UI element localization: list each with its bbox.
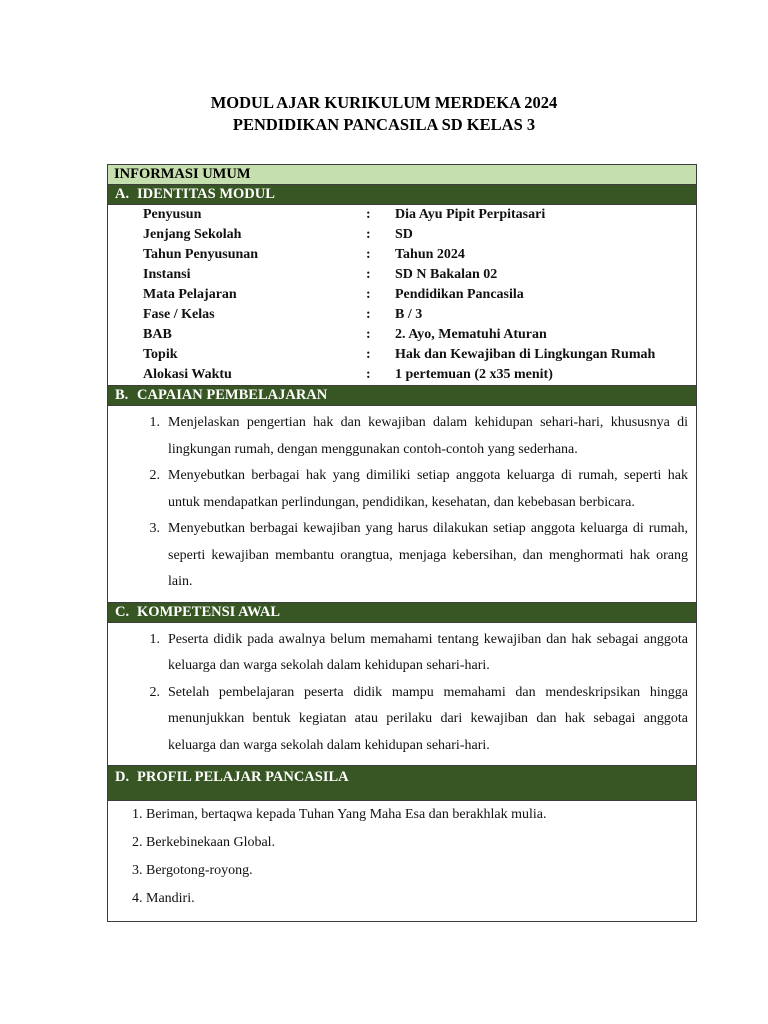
list-item: 4. Mandiri. [132, 891, 195, 906]
identitas-key: Instansi [143, 267, 191, 282]
identitas-key: Jenjang Sekolah [143, 227, 242, 242]
section-a-label: IDENTITAS MODUL [137, 186, 275, 202]
list-number: 1. [149, 631, 160, 647]
section-d-label: PROFIL PELAJAR PANCASILA [137, 769, 349, 785]
list-number: 2. [149, 468, 160, 483]
profil-list [108, 801, 696, 921]
section-c-header [108, 602, 696, 623]
list-item [108, 680, 688, 760]
identitas-value: 2. Ayo, Mematuhi Aturan [395, 327, 547, 342]
identitas-row [108, 225, 696, 245]
identitas-sep: : [366, 227, 371, 242]
list-item: 2. Berkebinekaan Global. [132, 835, 276, 850]
section-a-letter: A. [115, 186, 130, 202]
list-item [108, 627, 688, 680]
identitas-row [108, 325, 696, 345]
identitas-sep: : [366, 247, 371, 262]
list-number: 3. [149, 521, 160, 536]
list-text: Menjelaskan pengertian hak dan kewajiban dalam kehidupan sehari-hari, khususnya di lingkungan rumah, dengan menggunakan contoh-contoh yang sederhana. [168, 415, 688, 457]
identitas-sep: : [366, 207, 371, 222]
identitas-value: 1 pertemuan (2 x35 menit) [395, 367, 553, 382]
identitas-sep: : [366, 327, 371, 342]
identitas-list [108, 205, 696, 385]
identitas-row [108, 345, 696, 365]
list-text: Setelah pembelajaran peserta didik mampu memahami dan mendeskripsikan hingga menunjukkan bentuk kegiatan atau perilaku dari kewajiban dan hak sebagai anggota keluarga dan warga sekolah dalam kehidupan sehari-hari. [168, 684, 688, 753]
identitas-key: Tahun Penyusunan [143, 247, 259, 262]
identitas-row [108, 285, 696, 305]
identitas-value: SD [395, 227, 413, 242]
module-info-table [107, 164, 697, 922]
list-text: Menyebutkan berbagai hak yang dimiliki setiap anggota keluarga di rumah, seperti hak untuk mendapatkan perlindungan, pendidikan, kesehatan, dan kebebasan berbicara. [168, 468, 688, 510]
identitas-value: SD N Bakalan 02 [395, 267, 498, 282]
list-number: 2. [149, 684, 160, 700]
capaian-list [108, 406, 696, 602]
identitas-value: Tahun 2024 [395, 247, 465, 262]
list-text: Peserta didik pada awalnya belum memahami tentang kewajiban dan hak sebagai anggota keluarga dan warga sekolah dalam kehidupan sehari-hari. [168, 631, 688, 673]
identitas-key: Penyusun [143, 207, 202, 222]
identitas-key: Alokasi Waktu [143, 367, 232, 382]
list-item: 1. Beriman, bertaqwa kepada Tuhan Yang Maha Esa dan berakhlak mulia. [132, 807, 547, 822]
identitas-key: Fase / Kelas [143, 307, 215, 322]
section-d-letter: D. [115, 769, 130, 785]
title-line-2: PENDIDIKAN PANCASILA SD KELAS 3 [232, 115, 536, 134]
section-c-letter: C. [115, 603, 130, 620]
section-b-letter: B. [115, 387, 129, 403]
info-umum-header: INFORMASI UMUM [108, 165, 696, 185]
identitas-sep: : [366, 267, 371, 282]
list-item [108, 463, 688, 516]
list-number: 1. [149, 415, 160, 430]
document-title [0, 92, 768, 136]
identitas-key: Topik [143, 347, 178, 362]
section-a-header [108, 185, 696, 205]
identitas-value: Dia Ayu Pipit Perpitasari [395, 207, 546, 222]
identitas-value: Hak dan Kewajiban di Lingkungan Rumah [395, 347, 656, 362]
identitas-sep: : [366, 347, 371, 362]
section-b-label: CAPAIAN PEMBELAJARAN [137, 387, 328, 403]
list-item: 3. Bergotong-royong. [132, 863, 253, 878]
identitas-sep: : [366, 307, 371, 322]
list-item [108, 516, 688, 596]
section-b-header [108, 385, 696, 406]
section-d-header [108, 765, 696, 801]
list-text: Menyebutkan berbagai kewajiban yang harus dilakukan setiap anggota keluarga di rumah, seperti kewajiban membantu orangtua, menjaga kebersihan, dan menghormati hak orang lain. [168, 521, 688, 589]
identitas-row [108, 205, 696, 225]
identitas-row [108, 305, 696, 325]
identitas-sep: : [366, 367, 371, 382]
kompetensi-list [108, 623, 696, 766]
identitas-row [108, 245, 696, 265]
identitas-key: BAB [143, 327, 172, 342]
identitas-sep: : [366, 287, 371, 302]
title-line-1: MODUL AJAR KURIKULUM MERDEKA 2024 [210, 93, 558, 112]
identitas-key: Mata Pelajaran [143, 287, 237, 302]
identitas-value: Pendidikan Pancasila [395, 287, 524, 302]
section-c-label: KOMPETENSI AWAL [137, 603, 281, 620]
identitas-value: B / 3 [395, 307, 423, 322]
list-item [108, 410, 688, 463]
identitas-row [108, 365, 696, 385]
identitas-row [108, 265, 696, 285]
